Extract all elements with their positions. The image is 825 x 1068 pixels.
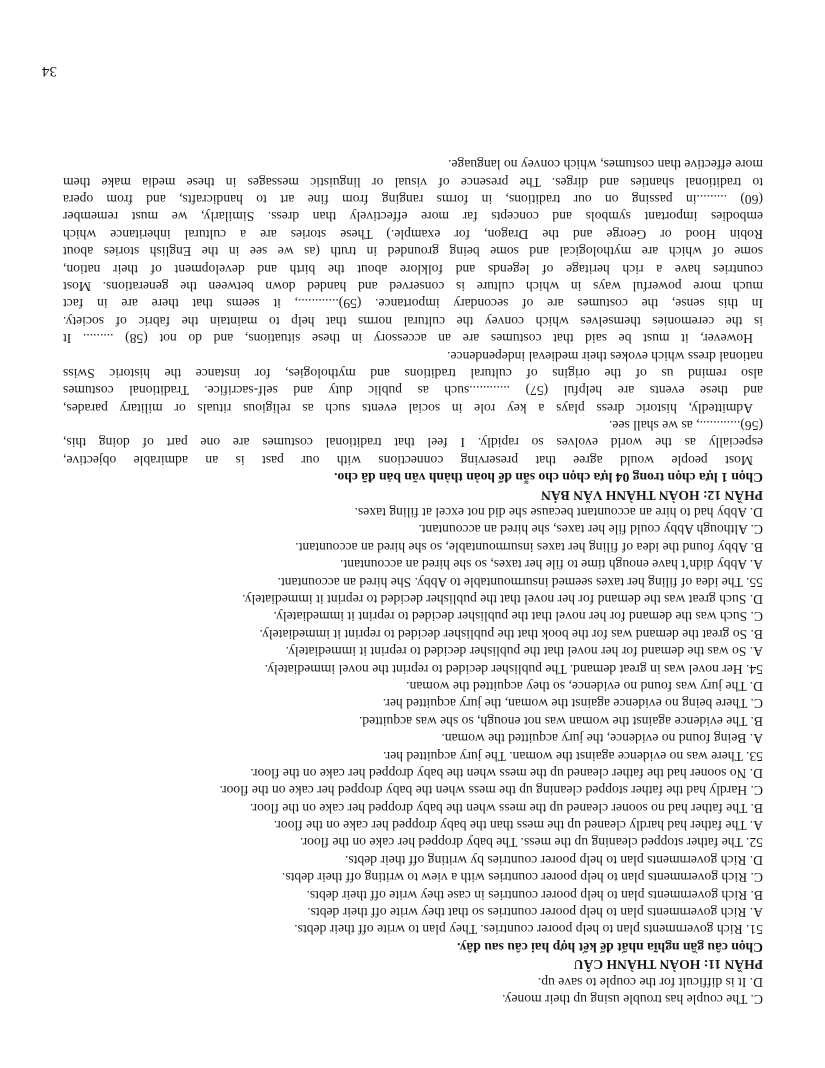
option-line: C. Rich governments plan to help poorer countries with a view to writing off their debts. — [281, 870, 763, 886]
section-heading: PHẦN 11: HOÀN THÀNH CÂU — [573, 957, 763, 973]
option-line: D. No sooner had the father cleaned up the mess when the baby dropped her cake on the floor. — [250, 765, 763, 781]
passage-line: much more powerful ways in which culture is conserved and handed down between the generations. Most — [63, 278, 763, 294]
passage-line: Robin Hood or George and the Dragon, for example.) These stories are a cultural inheritance which — [63, 226, 763, 242]
option-line: A. The father had hardly cleaned up the mess than the baby dropped her cake on the floor. — [273, 818, 763, 834]
passage-line: more effective than costumes, which convey no language. — [448, 157, 763, 173]
section-heading: PHẦN 12: HOÀN THÀNH VĂN BẢN — [541, 487, 763, 503]
page-content — [63, 156, 763, 1008]
option-line: D. The jury was found no evidence, so they acquitted the woman. — [406, 678, 763, 694]
option-line: D. Rich governments plan to help poorer countries by writing off their debts. — [344, 852, 763, 868]
passage-line: national dress which evokes their medieval independence. — [447, 348, 763, 364]
option-line: D. It is difficult for the couple to save up. — [537, 974, 763, 990]
question-line: 53. There was no evidence against the woman. The jury acquitted her. — [382, 748, 763, 764]
option-line: C. Such was the demand for her novel that the publisher decided to reprint it immediately. — [273, 609, 763, 625]
option-line: B. The father had no sooner cleaned up the mess when the baby dropped her cake on the floor. — [249, 800, 763, 816]
passage-line: embodies important symbols and concepts far more effectively than dress. Similarly, we must remember — [63, 209, 763, 225]
option-line: C. Hardly had the father stopped cleaning up the mess when the baby dropped her cake on the floor. — [219, 783, 763, 799]
question-line: 54. Her novel was in great demand. The publisher decided to reprint the novel immediately. — [264, 661, 763, 677]
option-line: D. Abby had to hire an accountant because she did not excel at filing taxes. — [354, 505, 763, 521]
passage-line: However, it must be said that costumes are an accessory in these situations, and do not (58) ......... It — [63, 331, 753, 347]
option-line: B. Abby found the idea of filing her taxes insurmountable, so she hired an accountant. — [295, 539, 763, 555]
passage-line: (60) .........in passing on our traditions, in forms ranging from fine art to handicrafts, and from opera — [63, 192, 763, 208]
passage-line: especially as the world evolves so rapidly. I feel that traditional costumes are one part of doing this, — [63, 435, 763, 451]
option-line: A. So was the demand for her novel that the publisher decided to reprint it immediately. — [285, 644, 763, 660]
option-line: A. Abby didn’t have enough time to file her taxes, so she hired an accountant. — [340, 557, 763, 573]
option-line: C. Although Abby could file her taxes, she hired an accountant. — [418, 522, 763, 538]
question-line: 55. The idea of filing her taxes seemed insurmountable to Abby. She hired an accountant. — [277, 574, 763, 590]
question-line: 52. The father stopped cleaning up the mess. The baby dropped her cake on the floor. — [299, 835, 763, 851]
passage-line: Most people would agree that preserving connections with our past is an admirable objective, — [63, 452, 753, 468]
question-line: 51. Rich governments plan to help poorer countries. They plan to write off their debts. — [294, 922, 763, 938]
passage-line: some of which are mythological and some being grounded in truth (as we see in the English stories about — [63, 244, 763, 260]
passage-line: In this sense, the costumes are of secondary importance. (59)............, it seems that there are in fact — [63, 296, 763, 312]
option-line: B. Rich governments plan to help poorer countries in case they write off their debts. — [306, 887, 763, 903]
option-line: A. Being found no evidence, the jury acquitted the woman. — [441, 731, 763, 747]
passage-line: to traditional shanties and dirges. The presence of visual or linguistic messages in these media make them — [63, 174, 763, 190]
option-line: B. The evidence against the woman was not enough, so she was acquitted. — [358, 713, 763, 729]
passage-line: countries have a rich heritage of legends and folklore about the birth and development of their nation, — [63, 261, 763, 277]
passage-line: is the ceremonies themselves which convey the cultural norms that help to maintain the fabric of society. — [63, 313, 763, 329]
option-line: D. Such great was the demand for her novel that the publisher decided to reprint it immediately. — [242, 592, 763, 608]
passage-line: (56)............, as we shall see. — [608, 418, 763, 434]
section-instruction: Chọn câu gần nghĩa nhất để kết hợp hai câu sau đây. — [457, 939, 763, 955]
passage-line: also remind us of the origins of cultural traditions and mythologies, for instance the historic Swiss — [63, 365, 763, 381]
option-line: C. The couple has trouble using up their money. — [502, 992, 763, 1007]
section-instruction: Chọn 1 lựa chọn trong 04 lựa chọn cho sẵn để hoàn thành văn bản đã cho. — [334, 470, 763, 486]
option-line: A. Rich governments plan to help poorer countries so that they write off their debts. — [307, 905, 763, 921]
passage-line: and these events are helpful (57) ............such as public duty and self-sacrifice. Traditional costumes — [63, 383, 763, 399]
passage-line: Admittedly, historic dress plays a key role in social events such as religious rituals or military parades, — [63, 400, 753, 416]
page-number: 34 — [42, 63, 57, 79]
option-line: C. There being no evidence against the woman, the jury acquitted her. — [382, 696, 763, 712]
option-line: B. So great the demand was for the book that the publisher decided to reprint it immediately. — [259, 626, 763, 642]
